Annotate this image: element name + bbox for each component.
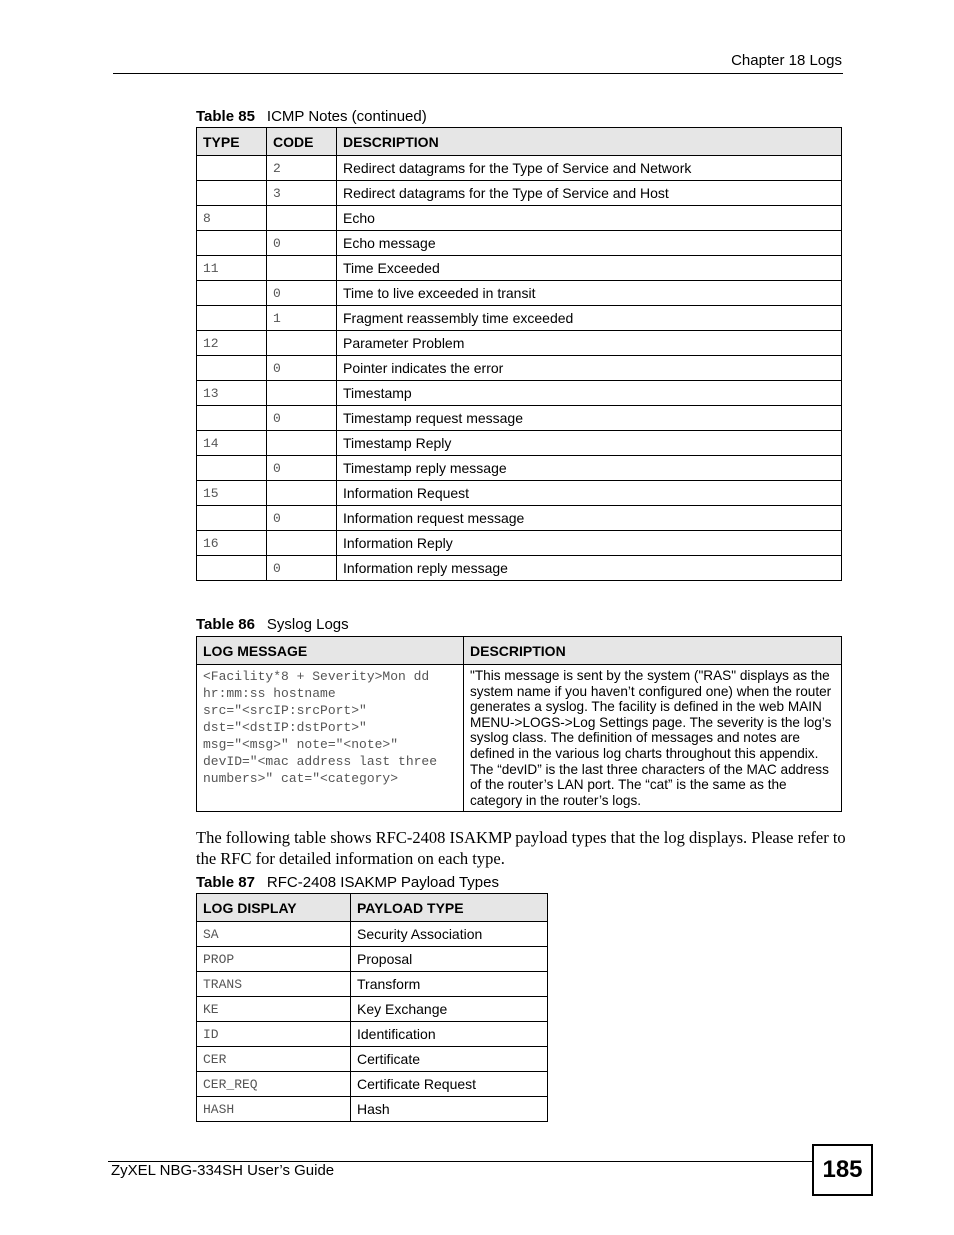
log-message-cell — [197, 665, 464, 812]
column-header-payload-type: PAYLOAD TYPE — [351, 894, 548, 922]
table-row — [197, 665, 842, 812]
code-cell: 2 — [267, 156, 337, 181]
table-row — [197, 947, 548, 972]
table-row — [197, 231, 842, 256]
table87-label: Table 87 — [196, 874, 255, 891]
description-cell: Timestamp request message — [337, 406, 842, 431]
log-message-line: msg="<msg>" note="<note>" — [203, 737, 399, 752]
table-row — [197, 456, 842, 481]
icmp-notes-table — [196, 127, 842, 581]
syslog-logs-table — [196, 636, 842, 812]
table85-label: Table 85 — [196, 108, 255, 125]
type-cell — [197, 356, 267, 381]
type-cell: 12 — [197, 331, 267, 356]
code-cell: 0 — [267, 456, 337, 481]
log-message-line: dst="<dstIP:dstPort>" — [203, 720, 367, 735]
payload-type-cell: Security Association — [351, 922, 548, 947]
table-row — [197, 506, 842, 531]
page-number: 185 — [812, 1144, 873, 1196]
payload-type-cell: Key Exchange — [351, 997, 548, 1022]
type-cell — [197, 181, 267, 206]
type-cell: 8 — [197, 206, 267, 231]
code-cell — [267, 531, 337, 556]
type-cell — [197, 231, 267, 256]
description-cell: Parameter Problem — [337, 331, 842, 356]
description-cell: Fragment reassembly time exceeded — [337, 306, 842, 331]
description-cell: Information Reply — [337, 531, 842, 556]
code-cell: 0 — [267, 356, 337, 381]
table-row — [197, 356, 842, 381]
code-cell — [267, 331, 337, 356]
type-cell: 14 — [197, 431, 267, 456]
type-cell — [197, 281, 267, 306]
table-row — [197, 972, 548, 997]
description-cell: Time Exceeded — [337, 256, 842, 281]
type-cell: 15 — [197, 481, 267, 506]
log-display-cell: KE — [197, 997, 351, 1022]
code-cell: 3 — [267, 181, 337, 206]
code-cell: 0 — [267, 556, 337, 581]
code-cell — [267, 481, 337, 506]
guide-title: ZyXEL NBG-334SH User’s Guide — [111, 1162, 335, 1179]
type-cell — [197, 306, 267, 331]
type-cell — [197, 506, 267, 531]
log-message-line: src="<srcIP:srcPort>" — [203, 703, 367, 718]
code-cell: 0 — [267, 406, 337, 431]
column-header-description: DESCRIPTION — [337, 128, 842, 156]
table-row — [197, 431, 842, 456]
table-row — [197, 406, 842, 431]
log-display-cell: PROP — [197, 947, 351, 972]
chapter-header: Chapter 18 Logs — [731, 52, 842, 69]
payload-type-cell: Certificate Request — [351, 1072, 548, 1097]
description-cell: Information request message — [337, 506, 842, 531]
log-message-line: devID="<mac address last three — [203, 754, 438, 769]
log-message-line: numbers>" cat="<category> — [203, 771, 399, 786]
payload-type-cell: Proposal — [351, 947, 548, 972]
table-row — [197, 381, 842, 406]
code-cell — [267, 256, 337, 281]
table86-caption — [196, 616, 349, 633]
description-cell: Information Request — [337, 481, 842, 506]
table86-label: Table 86 — [196, 616, 255, 633]
description-cell: Echo message — [337, 231, 842, 256]
description-cell: Information reply message — [337, 556, 842, 581]
table-row — [197, 481, 842, 506]
column-header-type: TYPE — [197, 128, 267, 156]
table-header-row — [197, 637, 842, 665]
description-cell: Timestamp Reply — [337, 431, 842, 456]
header-rule — [113, 73, 843, 74]
table-row — [197, 331, 842, 356]
column-header-description: DESCRIPTION — [464, 637, 842, 665]
type-cell: 16 — [197, 531, 267, 556]
code-cell — [267, 431, 337, 456]
type-cell — [197, 406, 267, 431]
log-display-cell: CER — [197, 1047, 351, 1072]
description-cell: Timestamp reply message — [337, 456, 842, 481]
column-header-log-message: LOG MESSAGE — [197, 637, 464, 665]
payload-type-cell: Certificate — [351, 1047, 548, 1072]
table-row — [197, 1072, 548, 1097]
code-cell: 0 — [267, 281, 337, 306]
column-header-code: CODE — [267, 128, 337, 156]
payload-type-cell: Transform — [351, 972, 548, 997]
table-row — [197, 306, 842, 331]
payload-type-cell: Hash — [351, 1097, 548, 1122]
table-row — [197, 281, 842, 306]
table-row — [197, 181, 842, 206]
table-row — [197, 922, 548, 947]
table-row — [197, 997, 548, 1022]
log-message-line: hr:mm:ss hostname — [203, 686, 336, 701]
table-row — [197, 1047, 548, 1072]
table-row — [197, 1022, 548, 1047]
table86-title: Syslog Logs — [266, 616, 349, 633]
intro-paragraph: The following table shows RFC-2408 ISAKMP payload types that the log displays. Please refer to the RFC for detailed information on each type. — [196, 828, 846, 868]
log-display-cell: TRANS — [197, 972, 351, 997]
log-display-cell: HASH — [197, 1097, 351, 1122]
table87-caption — [196, 874, 499, 891]
log-display-cell: ID — [197, 1022, 351, 1047]
description-cell: Redirect datagrams for the Type of Service and Host — [337, 181, 842, 206]
type-cell — [197, 556, 267, 581]
table-row — [197, 531, 842, 556]
table85-title: ICMP Notes (continued) — [266, 108, 427, 125]
table-row — [197, 256, 842, 281]
code-cell — [267, 206, 337, 231]
description-cell: Pointer indicates the error — [337, 356, 842, 381]
table-row — [197, 556, 842, 581]
table-row — [197, 156, 842, 181]
table-header-row — [197, 894, 548, 922]
description-cell: Time to live exceeded in transit — [337, 281, 842, 306]
code-cell: 1 — [267, 306, 337, 331]
table85-caption — [196, 108, 427, 125]
table-header-row — [197, 128, 842, 156]
description-cell: Timestamp — [337, 381, 842, 406]
column-header-log-display: LOG DISPLAY — [197, 894, 351, 922]
code-cell: 0 — [267, 506, 337, 531]
isakmp-payload-table — [196, 893, 548, 1122]
type-cell: 11 — [197, 256, 267, 281]
type-cell — [197, 156, 267, 181]
description-cell: Echo — [337, 206, 842, 231]
table-row — [197, 1097, 548, 1122]
type-cell — [197, 456, 267, 481]
log-display-cell: CER_REQ — [197, 1072, 351, 1097]
type-cell: 13 — [197, 381, 267, 406]
description-cell: "This message is sent by the system ("RAS" displays as the system name if you haven’t configured one) when the router generates a syslog. The facility is defined in the web MAIN MENU->LOGS->Log Settings page. The severity is the log’s syslog class. The definition of messages and notes are defined in the various log charts throughout this appendix. The “devID” is the last three characters of the MAC address of the router’s LAN port. The “cat” is the same as the category in the router’s logs. — [464, 665, 842, 812]
code-cell — [267, 381, 337, 406]
description-cell: Redirect datagrams for the Type of Service and Network — [337, 156, 842, 181]
code-cell: 0 — [267, 231, 337, 256]
payload-type-cell: Identification — [351, 1022, 548, 1047]
log-message-line: <Facility*8 + Severity>Mon dd — [203, 669, 430, 684]
table87-title: RFC-2408 ISAKMP Payload Types — [266, 874, 499, 891]
log-display-cell: SA — [197, 922, 351, 947]
table-row — [197, 206, 842, 231]
